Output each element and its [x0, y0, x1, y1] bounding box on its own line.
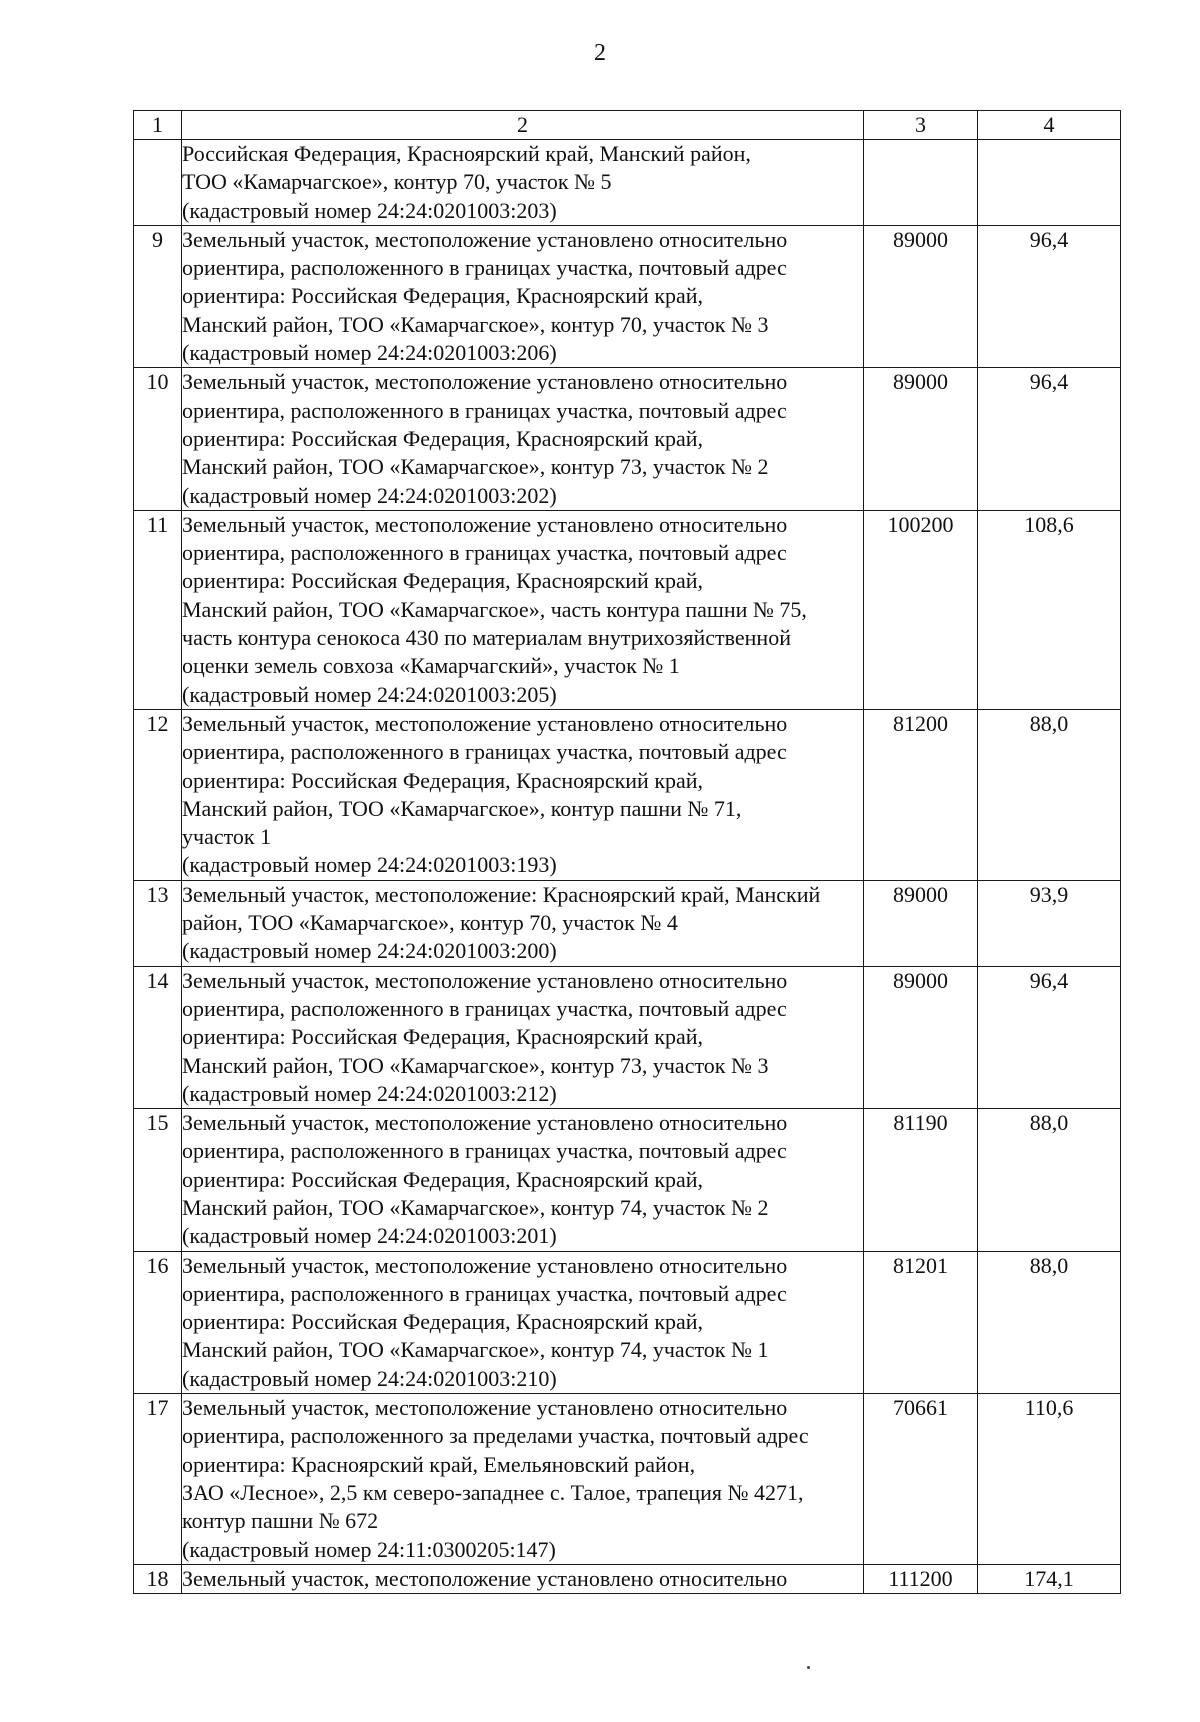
row-number: 10: [134, 368, 182, 510]
table-row: [134, 1251, 1121, 1393]
plot-area: 89000: [864, 225, 978, 367]
description-line: Манский район, ТОО «Камарчагское», контур 70, участок № 3: [182, 311, 769, 337]
description-line: ориентира, расположенного в границах участка, почтовый адрес: [182, 1138, 787, 1164]
row-number: [134, 140, 182, 226]
description-line: ориентира: Российская Федерация, Красноярский край,: [182, 767, 704, 793]
plot-description: [182, 140, 864, 226]
description-line: Земельный участок, местоположение установлено относительно: [182, 511, 788, 537]
plot-area: 81190: [864, 1109, 978, 1251]
description-line: (кадастровый номер 24:24:0201003:210): [182, 1365, 557, 1391]
description-line: ориентира: Российская Федерация, Красноярский край,: [182, 1166, 704, 1192]
description-line: часть контура сенокоса 430 по материалам внутрихозяйственной: [182, 625, 791, 651]
plot-area: 89000: [864, 880, 978, 966]
table-row: [134, 709, 1121, 880]
plot-value: 88,0: [978, 709, 1121, 880]
plot-description: [182, 510, 864, 709]
row-number: 9: [134, 225, 182, 367]
description-line: Земельный участок, местоположение: Красноярский край, Манский: [182, 881, 821, 907]
table-row: [134, 1109, 1121, 1251]
table-row: [134, 1564, 1121, 1593]
description-line: Манский район, ТОО «Камарчагское», контур 73, участок № 3: [182, 1052, 769, 1078]
plot-description: [182, 966, 864, 1108]
page-number: 2: [594, 40, 606, 66]
plot-area: [864, 140, 978, 226]
description-line: участок 1: [182, 824, 272, 850]
plot-value: 96,4: [978, 966, 1121, 1108]
description-line: Земельный участок, местоположение установлено относительно: [182, 226, 788, 252]
column-header-description: 2: [182, 111, 864, 140]
description-line: ориентира, расположенного в границах участка, почтовый адрес: [182, 739, 787, 765]
description-line: Земельный участок, местоположение установлено относительно: [182, 1395, 788, 1421]
description-line: Российская Федерация, Красноярский край, Манский район,: [182, 141, 751, 166]
row-number: 16: [134, 1251, 182, 1393]
description-line: (кадастровый номер 24:24:0201003:201): [182, 1223, 557, 1249]
row-number: 15: [134, 1109, 182, 1251]
row-number: 14: [134, 966, 182, 1108]
description-line: ориентира, расположенного в границах участка, почтовый адрес: [182, 1280, 787, 1306]
plot-description: [182, 368, 864, 510]
table-row: [134, 368, 1121, 510]
column-header-value: 4: [978, 111, 1121, 140]
scan-dot: [807, 1666, 810, 1669]
plot-area: 89000: [864, 368, 978, 510]
plot-value: 110,6: [978, 1394, 1121, 1565]
table-row: [134, 966, 1121, 1108]
plot-description: [182, 1109, 864, 1251]
description-line: ориентира: Российская Федерация, Красноярский край,: [182, 1309, 704, 1335]
table-row: [134, 880, 1121, 966]
table-row: [134, 510, 1121, 709]
description-line: (кадастровый номер 24:24:0201003:205): [182, 681, 557, 707]
description-line: район, ТОО «Камарчагское», контур 70, участок № 4: [182, 910, 678, 936]
plot-area: 81200: [864, 709, 978, 880]
description-line: Манский район, ТОО «Камарчагское», контур 74, участок № 1: [182, 1337, 769, 1363]
description-line: ориентира, расположенного за пределами участка, почтовый адрес: [182, 1423, 809, 1449]
column-header-area: 3: [864, 111, 978, 140]
description-line: Земельный участок, местоположение установлено относительно: [182, 1252, 788, 1278]
row-number: 18: [134, 1564, 182, 1593]
plot-description: [182, 1251, 864, 1393]
description-line: ЗАО «Лесное», 2,5 км северо-западнее с. Талое, трапеция № 4271,: [182, 1479, 804, 1505]
description-line: ориентира: Российская Федерация, Красноярский край,: [182, 568, 704, 594]
table-row: [134, 225, 1121, 367]
description-line: (кадастровый номер 24:24:0201003:202): [182, 482, 557, 508]
plot-value: 96,4: [978, 368, 1121, 510]
description-line: (кадастровый номер 24:24:0201003:206): [182, 340, 557, 366]
row-number: 12: [134, 709, 182, 880]
plot-value: 174,1: [978, 1564, 1121, 1593]
plot-value: 93,9: [978, 880, 1121, 966]
plot-value: 96,4: [978, 225, 1121, 367]
plot-value: 88,0: [978, 1109, 1121, 1251]
description-line: ориентира, расположенного в границах участка, почтовый адрес: [182, 255, 787, 281]
description-line: (кадастровый номер 24:24:0201003:203): [182, 197, 557, 223]
plot-area: 100200: [864, 510, 978, 709]
row-number: 17: [134, 1394, 182, 1565]
description-line: оценки земель совхоза «Камарчагский», участок № 1: [182, 653, 680, 679]
description-line: Манский район, ТОО «Камарчагское», часть контура пашни № 75,: [182, 596, 807, 622]
description-line: Земельный участок, местоположение установлено относительно: [182, 1565, 788, 1591]
description-line: Манский район, ТОО «Камарчагское», контур пашни № 71,: [182, 795, 742, 821]
description-line: контур пашни № 672: [182, 1508, 379, 1534]
plot-area: 111200: [864, 1564, 978, 1593]
description-line: ориентира: Красноярский край, Емельяновский район,: [182, 1451, 696, 1477]
description-line: (кадастровый номер 24:24:0201003:200): [182, 938, 557, 964]
table-row: [134, 1394, 1121, 1565]
description-line: ориентира: Российская Федерация, Красноярский край,: [182, 1024, 704, 1050]
plot-description: [182, 1394, 864, 1565]
description-line: Манский район, ТОО «Камарчагское», контур 73, участок № 2: [182, 454, 769, 480]
description-line: ориентира, расположенного в границах участка, почтовый адрес: [182, 397, 787, 423]
plot-value: 88,0: [978, 1251, 1121, 1393]
plot-area: 81201: [864, 1251, 978, 1393]
plot-description: [182, 709, 864, 880]
plot-area: 89000: [864, 966, 978, 1108]
description-line: Земельный участок, местоположение установлено относительно: [182, 1110, 788, 1136]
description-line: Манский район, ТОО «Камарчагское», контур 74, участок № 2: [182, 1194, 769, 1220]
column-header-number: 1: [134, 111, 182, 140]
description-line: (кадастровый номер 24:24:0201003:212): [182, 1080, 557, 1106]
plot-value: [978, 140, 1121, 226]
description-line: ориентира, расположенного в границах участка, почтовый адрес: [182, 540, 787, 566]
description-line: Земельный участок, местоположение установлено относительно: [182, 369, 788, 395]
plot-description: [182, 1564, 864, 1593]
plot-area: 70661: [864, 1394, 978, 1565]
plot-value: 108,6: [978, 510, 1121, 709]
description-line: ТОО «Камарчагское», контур 70, участок № 5: [182, 169, 612, 195]
row-number: 11: [134, 510, 182, 709]
land-plots-table: [133, 110, 1121, 1594]
description-line: ориентира: Российская Федерация, Красноярский край,: [182, 425, 704, 451]
row-number: 13: [134, 880, 182, 966]
plot-description: [182, 880, 864, 966]
table-row: [134, 140, 1121, 226]
description-line: ориентира, расположенного в границах участка, почтовый адрес: [182, 995, 787, 1021]
description-line: Земельный участок, местоположение установлено относительно: [182, 967, 788, 993]
plot-description: [182, 225, 864, 367]
description-line: Земельный участок, местоположение установлено относительно: [182, 710, 788, 736]
description-line: (кадастровый номер 24:11:0300205:147): [182, 1536, 556, 1562]
table-header-row: [134, 111, 1121, 140]
table-body: [134, 111, 1121, 1594]
description-line: (кадастровый номер 24:24:0201003:193): [182, 852, 557, 878]
description-line: ориентира: Российская Федерация, Красноярский край,: [182, 283, 704, 309]
